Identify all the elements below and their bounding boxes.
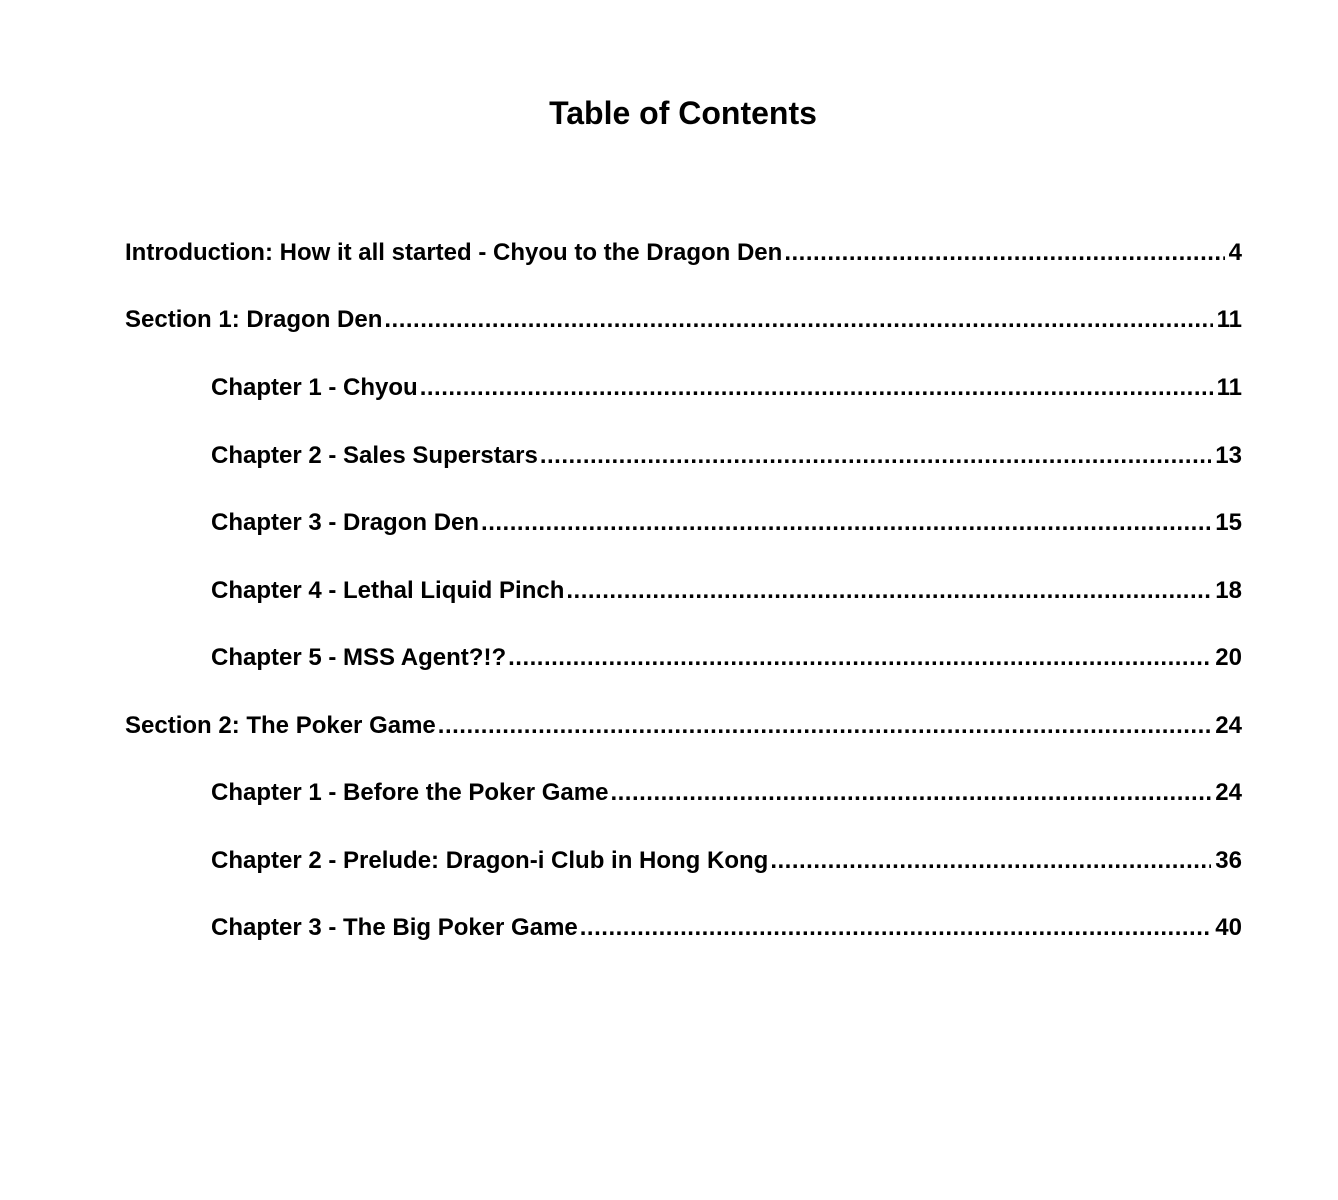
- toc-entry-section-2[interactable]: [125, 711, 1242, 741]
- toc-entry-label: Chapter 1 - Before the Poker Game: [211, 779, 609, 806]
- toc-entry-section-1-chapter-1[interactable]: [211, 373, 1242, 403]
- toc-entry-section-1-chapter-4[interactable]: [211, 576, 1242, 606]
- toc-entry-section-2-chapter-3[interactable]: [211, 913, 1242, 943]
- toc-entry-page-number: 4: [1228, 239, 1242, 266]
- toc-entry-page-number: 40: [1215, 914, 1242, 941]
- dot-leader: [580, 913, 1212, 943]
- dot-leader: [481, 508, 1211, 538]
- toc-entry-label: Section 2: The Poker Game: [125, 712, 436, 739]
- toc-entry-page-number: 20: [1215, 644, 1242, 671]
- toc-entry-label: Chapter 1 - Chyou: [211, 374, 418, 401]
- toc-entry-page-number: 13: [1215, 442, 1242, 469]
- toc-entry-page-number: 18: [1215, 577, 1242, 604]
- toc-entry-label: Section 1: Dragon Den: [125, 306, 383, 333]
- dot-leader: [540, 441, 1211, 471]
- dot-leader: [438, 711, 1212, 741]
- dot-leader: [770, 846, 1211, 876]
- toc-entry-page-number: 24: [1215, 712, 1242, 739]
- toc-entry-label: Chapter 3 - The Big Poker Game: [211, 914, 578, 941]
- toc-entry-section-1-chapter-5[interactable]: [211, 643, 1242, 673]
- toc-entry-page-number: 11: [1216, 306, 1242, 333]
- toc-entry-label: Chapter 5 - MSS Agent?!?: [211, 644, 507, 671]
- dot-leader: [420, 373, 1213, 403]
- toc-entry-section-1-chapter-2[interactable]: [211, 441, 1242, 471]
- dot-leader: [566, 576, 1211, 606]
- toc-entry-page-number: 36: [1215, 847, 1242, 874]
- toc-entry-label: Chapter 3 - Dragon Den: [211, 509, 480, 536]
- toc-entry-section-2-chapter-2[interactable]: [211, 846, 1242, 876]
- page-title: Table of Contents: [549, 95, 817, 131]
- toc-entry-page-number: 24: [1215, 779, 1242, 806]
- toc-entry-page-number: 11: [1216, 374, 1242, 401]
- toc-entry-section-2-chapter-1[interactable]: [211, 778, 1242, 808]
- dot-leader: [508, 643, 1211, 673]
- dot-leader: [784, 238, 1224, 268]
- dot-leader: [610, 778, 1211, 808]
- toc-entry-introduction[interactable]: [125, 238, 1242, 268]
- dot-leader: [384, 305, 1212, 335]
- toc-entry-section-1[interactable]: [125, 305, 1242, 335]
- toc-entry-label: Introduction: How it all started - Chyou to the Dragon Den: [125, 239, 783, 266]
- toc-entry-label: Chapter 4 - Lethal Liquid Pinch: [211, 577, 565, 604]
- toc-entry-page-number: 15: [1215, 509, 1242, 536]
- toc-entry-label: Chapter 2 - Prelude: Dragon-i Club in Hong Kong: [211, 847, 769, 874]
- toc-entry-section-1-chapter-3[interactable]: [211, 508, 1242, 538]
- toc-entry-label: Chapter 2 - Sales Superstars: [211, 442, 538, 469]
